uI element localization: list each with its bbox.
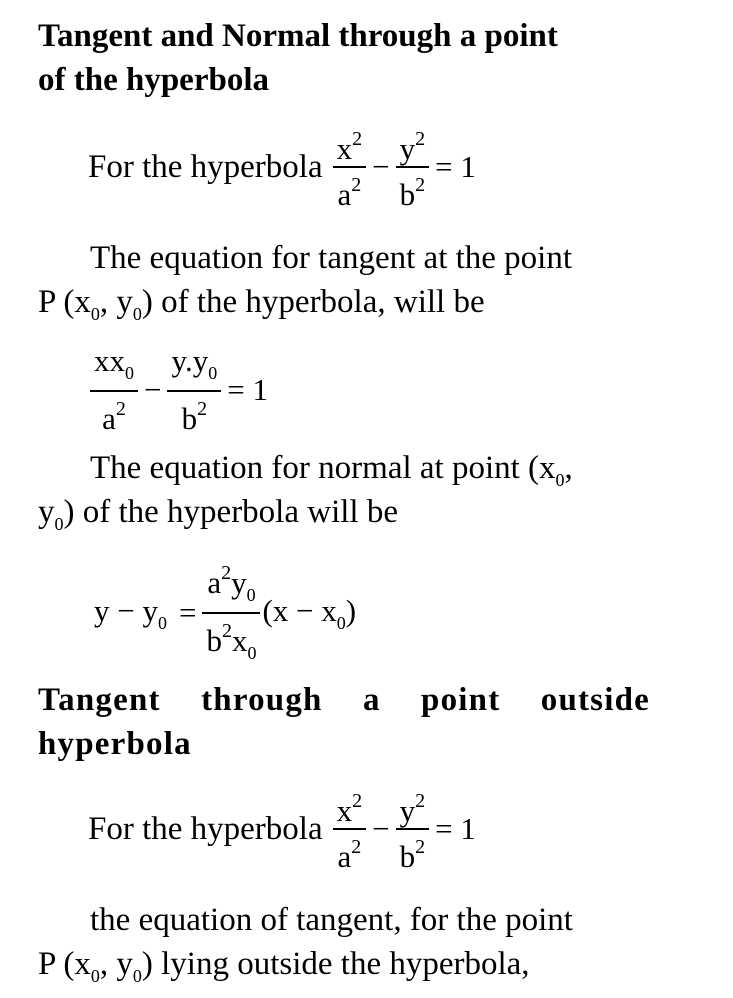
hyperbola-equation-1: For the hyperbola $\frac{x^2}{a^2}$ − $\frac{y^2}{b^2}$ = 1 (88, 122, 482, 212)
normal-text-line1: The equation for normal at point ($x_0$, (90, 450, 573, 490)
outside-text-line2: P ($x_0$, $y_0$) lying outside the hyperbola, (38, 946, 530, 986)
fraction-y2-b2: $\frac{y^2}{b^2}$ (396, 784, 430, 874)
normal-equation: $y - y_0$ = $\frac{a^2y_0}{b^2x_0}$ $(x - x_0)$ (94, 556, 362, 670)
section-heading-tangent-outside: Tangent through a point outside hyperbola (38, 682, 650, 762)
tangent-equation: $\frac{xx_0}{a^2}$ − $\frac{y.y_0}{b^2}$ = 1 (90, 344, 274, 436)
tangent-text-line1: The equation for tangent at the point (90, 240, 573, 276)
fraction-xx0-a2: $\frac{xx_0}{a^2}$ (90, 344, 138, 436)
fraction-x2-a2: $\frac{x^2}{a^2}$ (333, 122, 367, 212)
fraction-a2y0-b2x0: $\frac{a^2y_0}{b^2x_0}$ (202, 556, 260, 670)
normal-text-line2: $y_0$) of the hyperbola will be (38, 494, 398, 534)
fraction-yy0-b2: $\frac{y.y_0}{b^2}$ (167, 344, 221, 436)
section-heading-tangent-normal: Tangent and Normal through a point of the hyperbola (38, 18, 558, 98)
tangent-text-line2: P ($x_0$, $y_0$) of the hyperbola, will be (38, 284, 485, 324)
outside-text-line1: the equation of tangent, for the point (90, 902, 573, 938)
fraction-x2-a2: $\frac{x^2}{a^2}$ (333, 784, 367, 874)
fraction-y2-b2: $\frac{y^2}{b^2}$ (396, 122, 430, 212)
hyperbola-equation-2: For the hyperbola $\frac{x^2}{a^2}$ − $\frac{y^2}{b^2}$ = 1 (88, 784, 482, 874)
